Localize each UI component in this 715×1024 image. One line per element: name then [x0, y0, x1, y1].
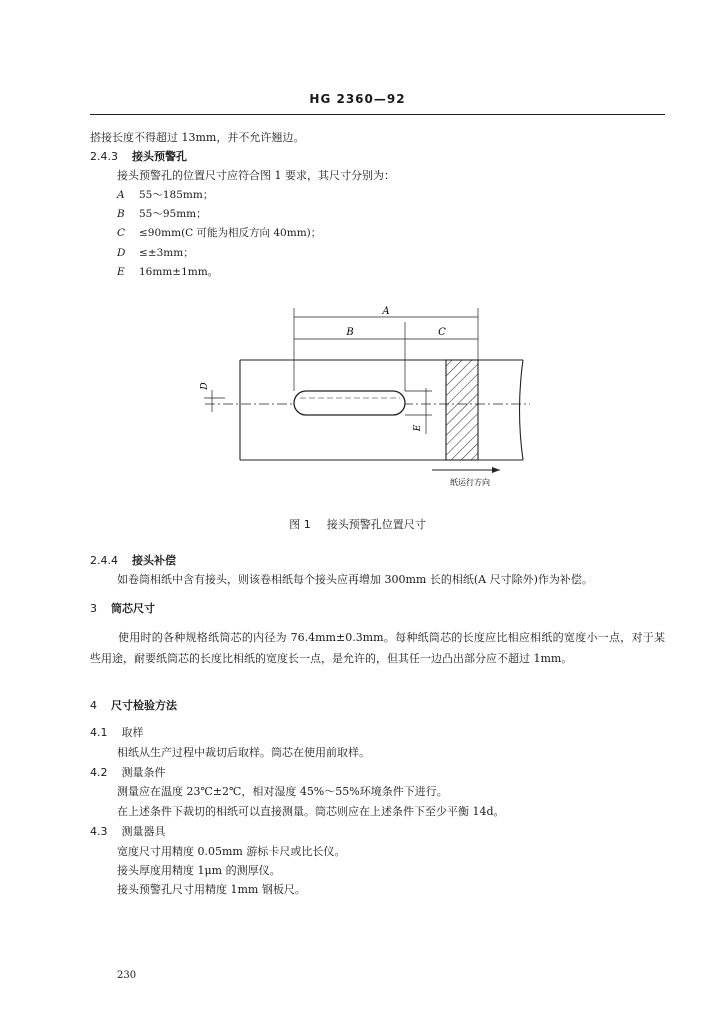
section-title: 接头预警孔	[132, 150, 187, 163]
section-4-3-line-2: 接头厚度用精度 1μm 的测厚仪。	[117, 864, 281, 877]
section-title: 测量器具	[121, 825, 166, 838]
section-3-heading	[90, 602, 155, 616]
standard-code: HG 2360—92	[309, 92, 406, 106]
spec-value: ≤90mm(C 可能为相反方向 40mm)；	[139, 227, 322, 239]
label-a: A	[382, 306, 390, 317]
section-2-4-4-heading	[90, 554, 176, 568]
section-number: 4.2	[90, 766, 108, 779]
section-number: 3	[90, 602, 97, 615]
section-number: 2.4.3	[90, 150, 118, 163]
section-title: 尺寸检验方法	[111, 699, 177, 712]
spec-key: D	[117, 247, 126, 259]
section-number: 4	[90, 699, 97, 712]
direction-label: 纸运行方向	[450, 478, 490, 487]
section-4-2-heading	[90, 766, 166, 780]
spec-value: 55～95mm；	[139, 208, 207, 220]
section-number: 4.3	[90, 825, 108, 838]
section-4-3-heading	[90, 825, 166, 839]
spec-key: B	[117, 208, 125, 220]
section-4-3-line-1: 宽度尺寸用精度 0.05mm 游标卡尺或比长仪。	[117, 845, 346, 858]
figure-caption	[0, 516, 715, 532]
spec-value: 55～185mm；	[139, 189, 214, 201]
section-4-heading	[90, 699, 177, 713]
section-title: 取样	[121, 726, 144, 739]
caption-number: 图 1	[289, 518, 311, 531]
spec-key: E	[117, 266, 125, 278]
section-number: 4.1	[90, 726, 108, 739]
section-title: 测量条件	[121, 766, 166, 779]
section-2-4-4-text: 如卷筒相纸中含有接头，则该卷相纸每个接头应再增加 300mm 长的相纸(A 尺寸除外)作为补偿。	[117, 573, 593, 586]
intro-line: 搭接长度不得超过 13mm，并不允许翘边。	[90, 131, 305, 144]
section-4-2-text-2: 在上述条件下裁切的相纸可以直接测量。筒芯则应在上述条件下至少平衡 14d。	[117, 805, 505, 818]
section-number: 2.4.4	[90, 554, 118, 567]
section-title: 接头补偿	[132, 554, 176, 567]
spec-value: 16mm±1mm。	[139, 266, 219, 278]
section-title: 筒芯尺寸	[111, 602, 155, 615]
spec-key: A	[117, 189, 125, 201]
label-b: B	[346, 327, 354, 338]
spec-key: C	[117, 227, 126, 239]
section-4-1-heading	[90, 726, 144, 740]
warning-hole	[294, 391, 405, 415]
section-4-3-line-3: 接头预警孔尺寸用精度 1mm 钢板尺。	[117, 883, 306, 896]
splice-hatched-area	[446, 360, 478, 460]
page-number: 230	[117, 970, 137, 981]
label-e: E	[413, 424, 423, 432]
section-3-text: 使用时的各种规格纸筒芯的内径为 76.4mm±0.3mm。每种纸筒芯的长度应比相应相纸的宽度小一点，对于某些用途，耐要纸筒芯的长度比相纸的宽度长一点，是允许的，但其任一边凸出部分应不超过 1mm。	[90, 631, 665, 665]
spec-value: ≤±3mm；	[139, 247, 194, 259]
label-c: C	[438, 327, 446, 338]
section-4-1-text: 相纸从生产过程中裁切后取样。筒芯在使用前取样。	[117, 746, 370, 759]
section-4-2-text-1: 测量应在温度 23℃±2℃，相对湿度 45%～55%环境条件下进行。	[117, 785, 448, 798]
section-2-4-3-text: 接头预警孔的位置尺寸应符合图 1 要求，其尺寸分别为：	[117, 169, 395, 182]
label-d: D	[200, 382, 210, 390]
caption-title: 接头预警孔位置尺寸	[326, 518, 426, 531]
